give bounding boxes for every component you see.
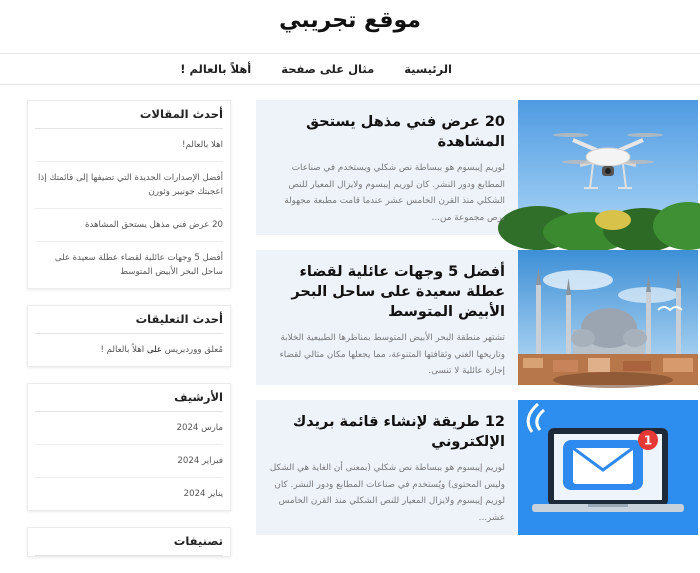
recent-post-link[interactable]: اهلا بالعالم! [182, 140, 223, 150]
recent-post-link[interactable]: أفضل الإصدارات الجديدة التي تضيفها إلى قائمتك إذا اعجبتك جونيبر وثورن [38, 173, 223, 197]
nav-item-hello-world[interactable]: أهلاً بالعالم ! [180, 62, 252, 76]
recent-comments-widget [27, 305, 231, 367]
post-excerpt: تشتهر منطقة البحر الأبيض المتوسط بمناظرها الطبيعية الخلابة وتاريخها الغني وثقافتها المتنوعة، مما يجعلها مكان مثالي لقضاء إجازة عائلية لا تنسى. [279, 333, 505, 376]
widget-title: تصنيفات [35, 528, 223, 556]
post-card [256, 250, 698, 385]
post-card [256, 100, 698, 235]
email-laptop-image[interactable] [518, 400, 698, 535]
posts-list [256, 100, 698, 550]
site-header [0, 0, 700, 54]
nav-item-sample-page[interactable]: مثال على صفحة [281, 62, 375, 76]
widget-title: الأرشيف [35, 384, 223, 412]
post-excerpt: لوريم إيبسوم هو ببساطة نص شكلي (بمعنى أن الغاية هي الشكل وليس المحتوى) ويُستخدم في صناعات المطابع ودور النشر. كان لوريم إيبسوم ولايزال المعيار للنص الشكلي منذ القرن الخامس عشر... [269, 463, 505, 523]
recent-post-item[interactable] [35, 242, 223, 288]
archive-link[interactable]: يناير 2024 [183, 489, 223, 499]
categories-widget [27, 527, 231, 557]
post-title[interactable]: 12 طريقة لإنشاء قائمة بريدك الإلكتروني [292, 414, 505, 450]
post-body [256, 100, 518, 235]
recent-post-link[interactable]: أفضل 5 وجهات عائلية لقضاء عطلة سعيدة على ساحل البحر الأبيض المتوسط [54, 253, 223, 277]
sidebar [27, 100, 231, 573]
archives-widget [27, 383, 231, 511]
recent-comment-item [35, 334, 223, 366]
drone-image[interactable] [518, 100, 698, 235]
recent-post-item[interactable] [35, 129, 223, 162]
recent-post-link[interactable]: 20 عرض فني مذهل يستحق المشاهدة [84, 220, 223, 230]
archive-link[interactable]: فبراير 2024 [177, 456, 223, 466]
post-excerpt: لوريم إيبسوم هو ببساطة نص شكلي ويستخدم في صناعات المطابع ودور النشر. كان لوريم إيبسوم ولايزال المعيار للنص الشكلي منذ القرن الخامس عشر عندما قامت مطبعة مجهولة برص مجموعة من... [284, 163, 505, 223]
recent-post-item[interactable] [35, 209, 223, 242]
archive-item[interactable] [35, 478, 223, 510]
content-area [0, 100, 700, 548]
nav-item-home[interactable]: الرئيسية [404, 62, 452, 76]
archive-link[interactable]: مارس 2024 [176, 423, 223, 433]
post-body [256, 250, 518, 385]
site-title[interactable]: موقع تجريبي [279, 8, 421, 33]
main-nav [0, 54, 700, 85]
post-title[interactable]: أفضل 5 وجهات عائلية لقضاء عطلة سعيدة على ساحل البحر الأبيض المتوسط [291, 264, 505, 320]
notification-badge: 1 [643, 433, 653, 448]
widget-title: أحدث التعليقات [35, 306, 223, 334]
archive-item[interactable] [35, 445, 223, 478]
post-card [256, 400, 698, 535]
recent-posts-widget [27, 100, 231, 289]
comment-post-link[interactable]: اهلاً بالعالم ! [100, 345, 145, 355]
recent-post-item[interactable] [35, 162, 223, 209]
comment-author-link[interactable]: مُعلق ووردبريس [164, 345, 223, 355]
comment-on-label: على [146, 345, 162, 355]
post-body [256, 400, 518, 535]
mosque-image[interactable] [518, 250, 698, 385]
widget-title: أحدث المقالات [35, 101, 223, 129]
post-title[interactable]: 20 عرض فني مذهل يستحق المشاهدة [306, 114, 505, 150]
archive-item[interactable] [35, 412, 223, 445]
